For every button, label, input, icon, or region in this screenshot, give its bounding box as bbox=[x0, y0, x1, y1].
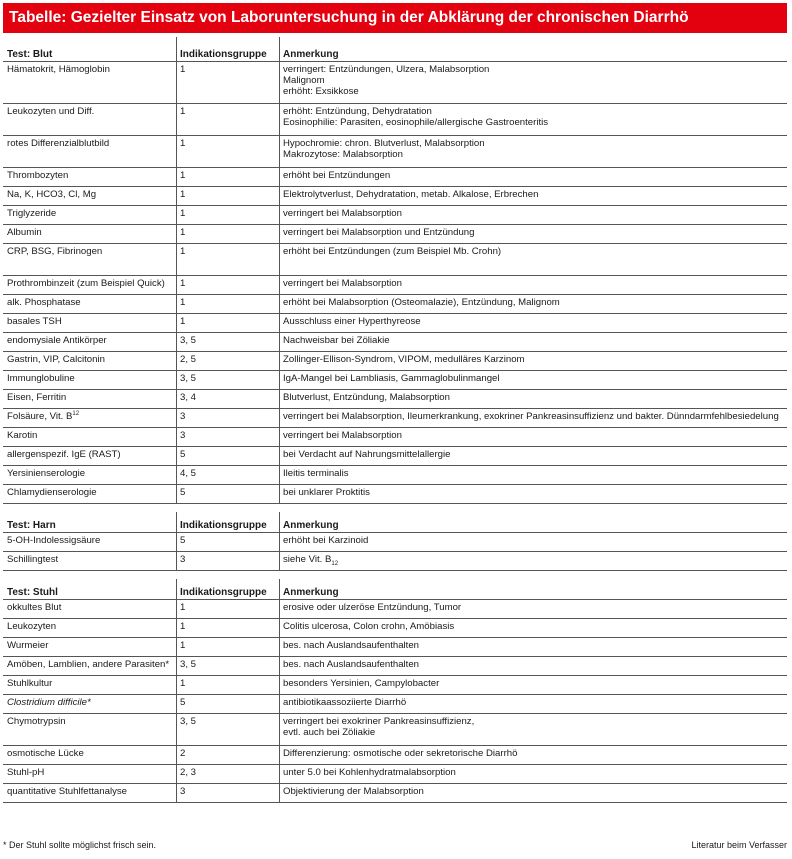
table-row-note bbox=[279, 484, 787, 503]
note-line: evtl. auch bei Zöliakie bbox=[283, 727, 376, 738]
test-name: endomysiale Antikörper bbox=[7, 335, 107, 346]
test-name: okkultes Blut bbox=[7, 602, 62, 613]
table-row-indication: 2, 3 bbox=[180, 767, 197, 778]
table-row-note bbox=[279, 313, 787, 332]
note-line: siehe Vit. $B_{12}$ bbox=[283, 554, 339, 567]
note-line: Ileitis terminalis bbox=[283, 468, 349, 479]
table-row-indication: 3, 5 bbox=[180, 335, 197, 346]
note-line: erosive oder ulzeröse Entzündung, Tumor bbox=[283, 602, 462, 613]
table-row-note bbox=[279, 465, 787, 484]
test-name: Yersinienserologie bbox=[7, 468, 86, 479]
table-row-note bbox=[279, 656, 787, 675]
note-line: Differenzierung: osmotische oder sekretorische Diarrhö bbox=[283, 748, 518, 759]
footnote: * Der Stuhl sollte möglichst frisch sein. bbox=[3, 840, 157, 850]
literature-note: Literatur beim Verfasser bbox=[691, 840, 787, 850]
table-row-indication: 2 bbox=[180, 748, 186, 759]
test-name: allergenspezif. IgE (RAST) bbox=[7, 449, 121, 460]
table-row-note bbox=[279, 186, 787, 205]
note-line: bes. nach Auslandsaufenthalten bbox=[283, 659, 420, 670]
test-name: alk. Phosphatase bbox=[7, 297, 81, 308]
table-row-test bbox=[3, 551, 176, 570]
table-row-test bbox=[3, 599, 176, 618]
note-line: erhöht bei Entzündungen (zum Beispiel Mb. Crohn) bbox=[283, 246, 502, 257]
table-row-indication: 3, 4 bbox=[180, 392, 197, 403]
note-line: verringert bei Malabsorption, Ileumerkrankung, exokriner Pankreasinsuffizienz und bakter. Dünndarmfehlbesiedelung bbox=[283, 411, 779, 422]
table-row-test bbox=[3, 313, 176, 332]
table-row-note bbox=[279, 694, 787, 713]
note-line: besonders Yersinien, Campylobacter bbox=[283, 678, 440, 689]
table-row-indication: 5 bbox=[180, 535, 186, 546]
table-row-test bbox=[3, 332, 176, 351]
table-row-test bbox=[3, 532, 176, 551]
test-name: Folsäure, Vit. B bbox=[7, 411, 73, 422]
note-line: erhöht bei Malabsorption (Osteomalazie), Entzündung, Malignom bbox=[283, 297, 560, 308]
table-row-test bbox=[3, 370, 176, 389]
table-row-note bbox=[279, 294, 787, 313]
test-name: rotes Differenzialblutbild bbox=[7, 138, 110, 149]
table-row-note bbox=[279, 61, 787, 103]
test-name: Triglyzeride bbox=[7, 208, 57, 219]
test-name: Leukozyten und Diff. bbox=[7, 106, 95, 117]
note-line: Malignom bbox=[283, 75, 325, 86]
table-row-indication: 1 bbox=[180, 602, 186, 613]
note-line: Blutverlust, Entzündung, Malabsorption bbox=[283, 392, 450, 403]
note-line: verringert bei exokriner Pankreasinsuffizienz, bbox=[283, 716, 475, 727]
note-line: verringert bei Malabsorption bbox=[283, 430, 402, 441]
table-row-indication: 5 bbox=[180, 697, 186, 708]
table-row-note bbox=[279, 389, 787, 408]
test-name: osmotische Lücke bbox=[7, 748, 84, 759]
table-row-note bbox=[279, 370, 787, 389]
subscript: 12 bbox=[331, 560, 339, 567]
table-row-test bbox=[3, 484, 176, 503]
note-line: verringert bei Malabsorption bbox=[283, 208, 402, 219]
test-name: Thrombozyten bbox=[7, 170, 69, 181]
test-name: Immunglobuline bbox=[7, 373, 75, 384]
column-header-note: Anmerkung bbox=[283, 587, 339, 598]
row-divider bbox=[3, 570, 787, 571]
table-row-note bbox=[279, 224, 787, 243]
test-name: CRP, BSG, Fibrinogen bbox=[7, 246, 103, 257]
table-row-test bbox=[3, 465, 176, 484]
note-line: bes. nach Auslandsaufenthalten bbox=[283, 640, 420, 651]
note-line: IgA-Mangel bei Lambliasis, Gammaglobulinmangel bbox=[283, 373, 500, 384]
table-row-indication: 1 bbox=[180, 278, 186, 289]
test-name: Leukozyten bbox=[7, 621, 57, 632]
table-row-note bbox=[279, 205, 787, 224]
table-row-note bbox=[279, 599, 787, 618]
table-row-test bbox=[3, 446, 176, 465]
test-name: Prothrombinzeit (zum Beispiel Quick) bbox=[7, 278, 165, 289]
note-line: Eosinophilie: Parasiten, eosinophile/allergische Gastroenteritis bbox=[283, 117, 549, 128]
table-row-indication: 1 bbox=[180, 640, 186, 651]
note-line: verringert bei Malabsorption bbox=[283, 278, 402, 289]
test-name: Wurmeier bbox=[7, 640, 49, 651]
table-row-test bbox=[3, 783, 176, 802]
column-divider bbox=[279, 512, 280, 570]
table-row-note bbox=[279, 408, 787, 427]
note-line: verringert bei Malabsorption und Entzündung bbox=[283, 227, 475, 238]
table-row-indication: 1 bbox=[180, 678, 186, 689]
note-line: unter 5.0 bei Kohlenhydratmalabsorption bbox=[283, 767, 456, 778]
table-row-note bbox=[279, 745, 787, 764]
test-name: Gastrin, VIP, Calcitonin bbox=[7, 354, 105, 365]
table-row-indication: 3, 5 bbox=[180, 716, 197, 727]
table-row-test bbox=[3, 427, 176, 446]
test-name: Hämatokrit, Hämoglobin bbox=[7, 64, 110, 75]
table-row-test bbox=[3, 764, 176, 783]
table-row-test bbox=[3, 61, 176, 103]
test-name: Na, K, HCO3, Cl, Mg bbox=[7, 189, 97, 200]
note-line: Hypochromie: chron. Blutverlust, Malabsorption bbox=[283, 138, 485, 149]
table-row-indication: 1 bbox=[180, 297, 186, 308]
test-name: basales TSH bbox=[7, 316, 62, 327]
table-row-indication: 3 bbox=[180, 430, 186, 441]
table-row-test bbox=[3, 103, 176, 135]
superscript: 12 bbox=[72, 410, 80, 417]
table-row-indication: 1 bbox=[180, 138, 186, 149]
table-row-test bbox=[3, 243, 176, 275]
table-row-indication: 3 bbox=[180, 411, 186, 422]
note-line: erhöht bei Entzündungen bbox=[283, 170, 391, 181]
table-row-indication: 1 bbox=[180, 170, 186, 181]
table-row-indication: 3 bbox=[180, 786, 186, 797]
column-header-test: Test: Stuhl bbox=[7, 587, 58, 598]
table-row-note bbox=[279, 637, 787, 656]
test-name: 5-OH-Indolessigsäure bbox=[7, 535, 101, 546]
table-row-indication: 4, 5 bbox=[180, 468, 197, 479]
table-row-indication: 1 bbox=[180, 227, 186, 238]
table-row-test bbox=[3, 135, 176, 167]
table-row-indication: 1 bbox=[180, 189, 186, 200]
test-name: Karotin bbox=[7, 430, 38, 441]
table-row-note bbox=[279, 532, 787, 551]
table-row-note bbox=[279, 135, 787, 167]
table-row-indication: 5 bbox=[180, 449, 186, 460]
column-divider bbox=[176, 512, 177, 570]
column-divider bbox=[279, 579, 280, 802]
table-row-indication: 1 bbox=[180, 208, 186, 219]
table-row-indication: 3 bbox=[180, 554, 186, 565]
table-row-test bbox=[3, 408, 176, 427]
table-row-note bbox=[279, 783, 787, 802]
table-row-test bbox=[3, 745, 176, 764]
note-line: Zollinger-Ellison-Syndrom, VIPOM, medulläres Karzinom bbox=[283, 354, 525, 365]
table-row-test bbox=[3, 713, 176, 745]
note-line: bei unklarer Proktitis bbox=[283, 487, 370, 498]
test-name: quantitative Stuhlfettanalyse bbox=[7, 786, 128, 797]
table-row-indication: 2, 5 bbox=[180, 354, 197, 365]
table-row-indication: 3, 5 bbox=[180, 659, 197, 670]
row-divider bbox=[3, 802, 787, 803]
column-header-indication: Indikationsgruppe bbox=[180, 520, 267, 531]
test-name: Stuhlkultur bbox=[7, 678, 53, 689]
note-line: erhöht bei Karzinoid bbox=[283, 535, 369, 546]
table-row-test bbox=[3, 637, 176, 656]
table-row-test bbox=[3, 186, 176, 205]
table-row-note bbox=[279, 332, 787, 351]
note-line: Makrozytose: Malabsorption bbox=[283, 149, 403, 160]
table-row-note bbox=[279, 243, 787, 275]
table-row-indication: 1 bbox=[180, 106, 186, 117]
note-line: Elektrolytverlust, Dehydratation, metab. Alkalose, Erbrechen bbox=[283, 189, 539, 200]
note-line: Colitis ulcerosa, Colon crohn, Amöbiasis bbox=[283, 621, 455, 632]
row-divider bbox=[3, 503, 787, 504]
table-row-note bbox=[279, 103, 787, 135]
note-line: verringert: Entzündungen, Ulzera, Malabsorption bbox=[283, 64, 490, 75]
table-row-test bbox=[3, 205, 176, 224]
column-header-indication: Indikationsgruppe bbox=[180, 49, 267, 60]
table-row-indication: 3, 5 bbox=[180, 373, 197, 384]
table-row-indication: 5 bbox=[180, 487, 186, 498]
column-divider bbox=[176, 37, 177, 503]
column-header-test: Test: Harn bbox=[7, 520, 56, 531]
table-row-note bbox=[279, 618, 787, 637]
table-row-test bbox=[3, 694, 176, 713]
note-line: erhöht: Exsikkose bbox=[283, 86, 359, 97]
table-row-note bbox=[279, 427, 787, 446]
table-title: Tabelle: Gezielter Einsatz von Laboruntersuchung in der Abklärung der chronischen Diarrhö bbox=[3, 3, 787, 33]
test-name: Eisen, Ferritin bbox=[7, 392, 67, 403]
table-row-test bbox=[3, 167, 176, 186]
table-row-test bbox=[3, 351, 176, 370]
table-row-note bbox=[279, 764, 787, 783]
table-row-note bbox=[279, 351, 787, 370]
column-header-indication: Indikationsgruppe bbox=[180, 587, 267, 598]
table-row-test bbox=[3, 656, 176, 675]
table-row-test bbox=[3, 275, 176, 294]
test-name: Albumin bbox=[7, 227, 42, 238]
table-row-note bbox=[279, 713, 787, 745]
table-row-test bbox=[3, 618, 176, 637]
test-name: Clostridium difficile* bbox=[7, 697, 91, 708]
table-row-note bbox=[279, 446, 787, 465]
table-row-indication: 1 bbox=[180, 621, 186, 632]
column-header-note: Anmerkung bbox=[283, 520, 339, 531]
note-line: antibiotikaassoziierte Diarrhö bbox=[283, 697, 407, 708]
note-line: Ausschluss einer Hyperthyreose bbox=[283, 316, 421, 327]
test-name: Stuhl-pH bbox=[7, 767, 45, 778]
note-line: Nachweisbar bei Zöliakie bbox=[283, 335, 390, 346]
table-row-note bbox=[279, 275, 787, 294]
note-line: erhöht: Entzündung, Dehydratation bbox=[283, 106, 432, 117]
table-row-test bbox=[3, 675, 176, 694]
table-row-test bbox=[3, 294, 176, 313]
test-name: Chlamydienserologie bbox=[7, 487, 97, 498]
table-row-note bbox=[279, 551, 787, 570]
test-name: Chymotrypsin bbox=[7, 716, 66, 727]
table-row-test bbox=[3, 389, 176, 408]
test-name: Schillingtest bbox=[7, 554, 59, 565]
note-line: bei Verdacht auf Nahrungsmittelallergie bbox=[283, 449, 451, 460]
table-row-indication: 1 bbox=[180, 316, 186, 327]
column-divider bbox=[279, 37, 280, 503]
test-name: Amöben, Lamblien, andere Parasiten* bbox=[7, 659, 170, 670]
table-row-indication: 1 bbox=[180, 64, 186, 75]
note-line: Objektivierung der Malabsorption bbox=[283, 786, 424, 797]
column-divider bbox=[176, 579, 177, 802]
table-row-indication: 1 bbox=[180, 246, 186, 257]
table-row-note bbox=[279, 167, 787, 186]
table-row-test bbox=[3, 224, 176, 243]
column-header-test: Test: Blut bbox=[7, 49, 53, 60]
table-row-note bbox=[279, 675, 787, 694]
column-header-note: Anmerkung bbox=[283, 49, 339, 60]
